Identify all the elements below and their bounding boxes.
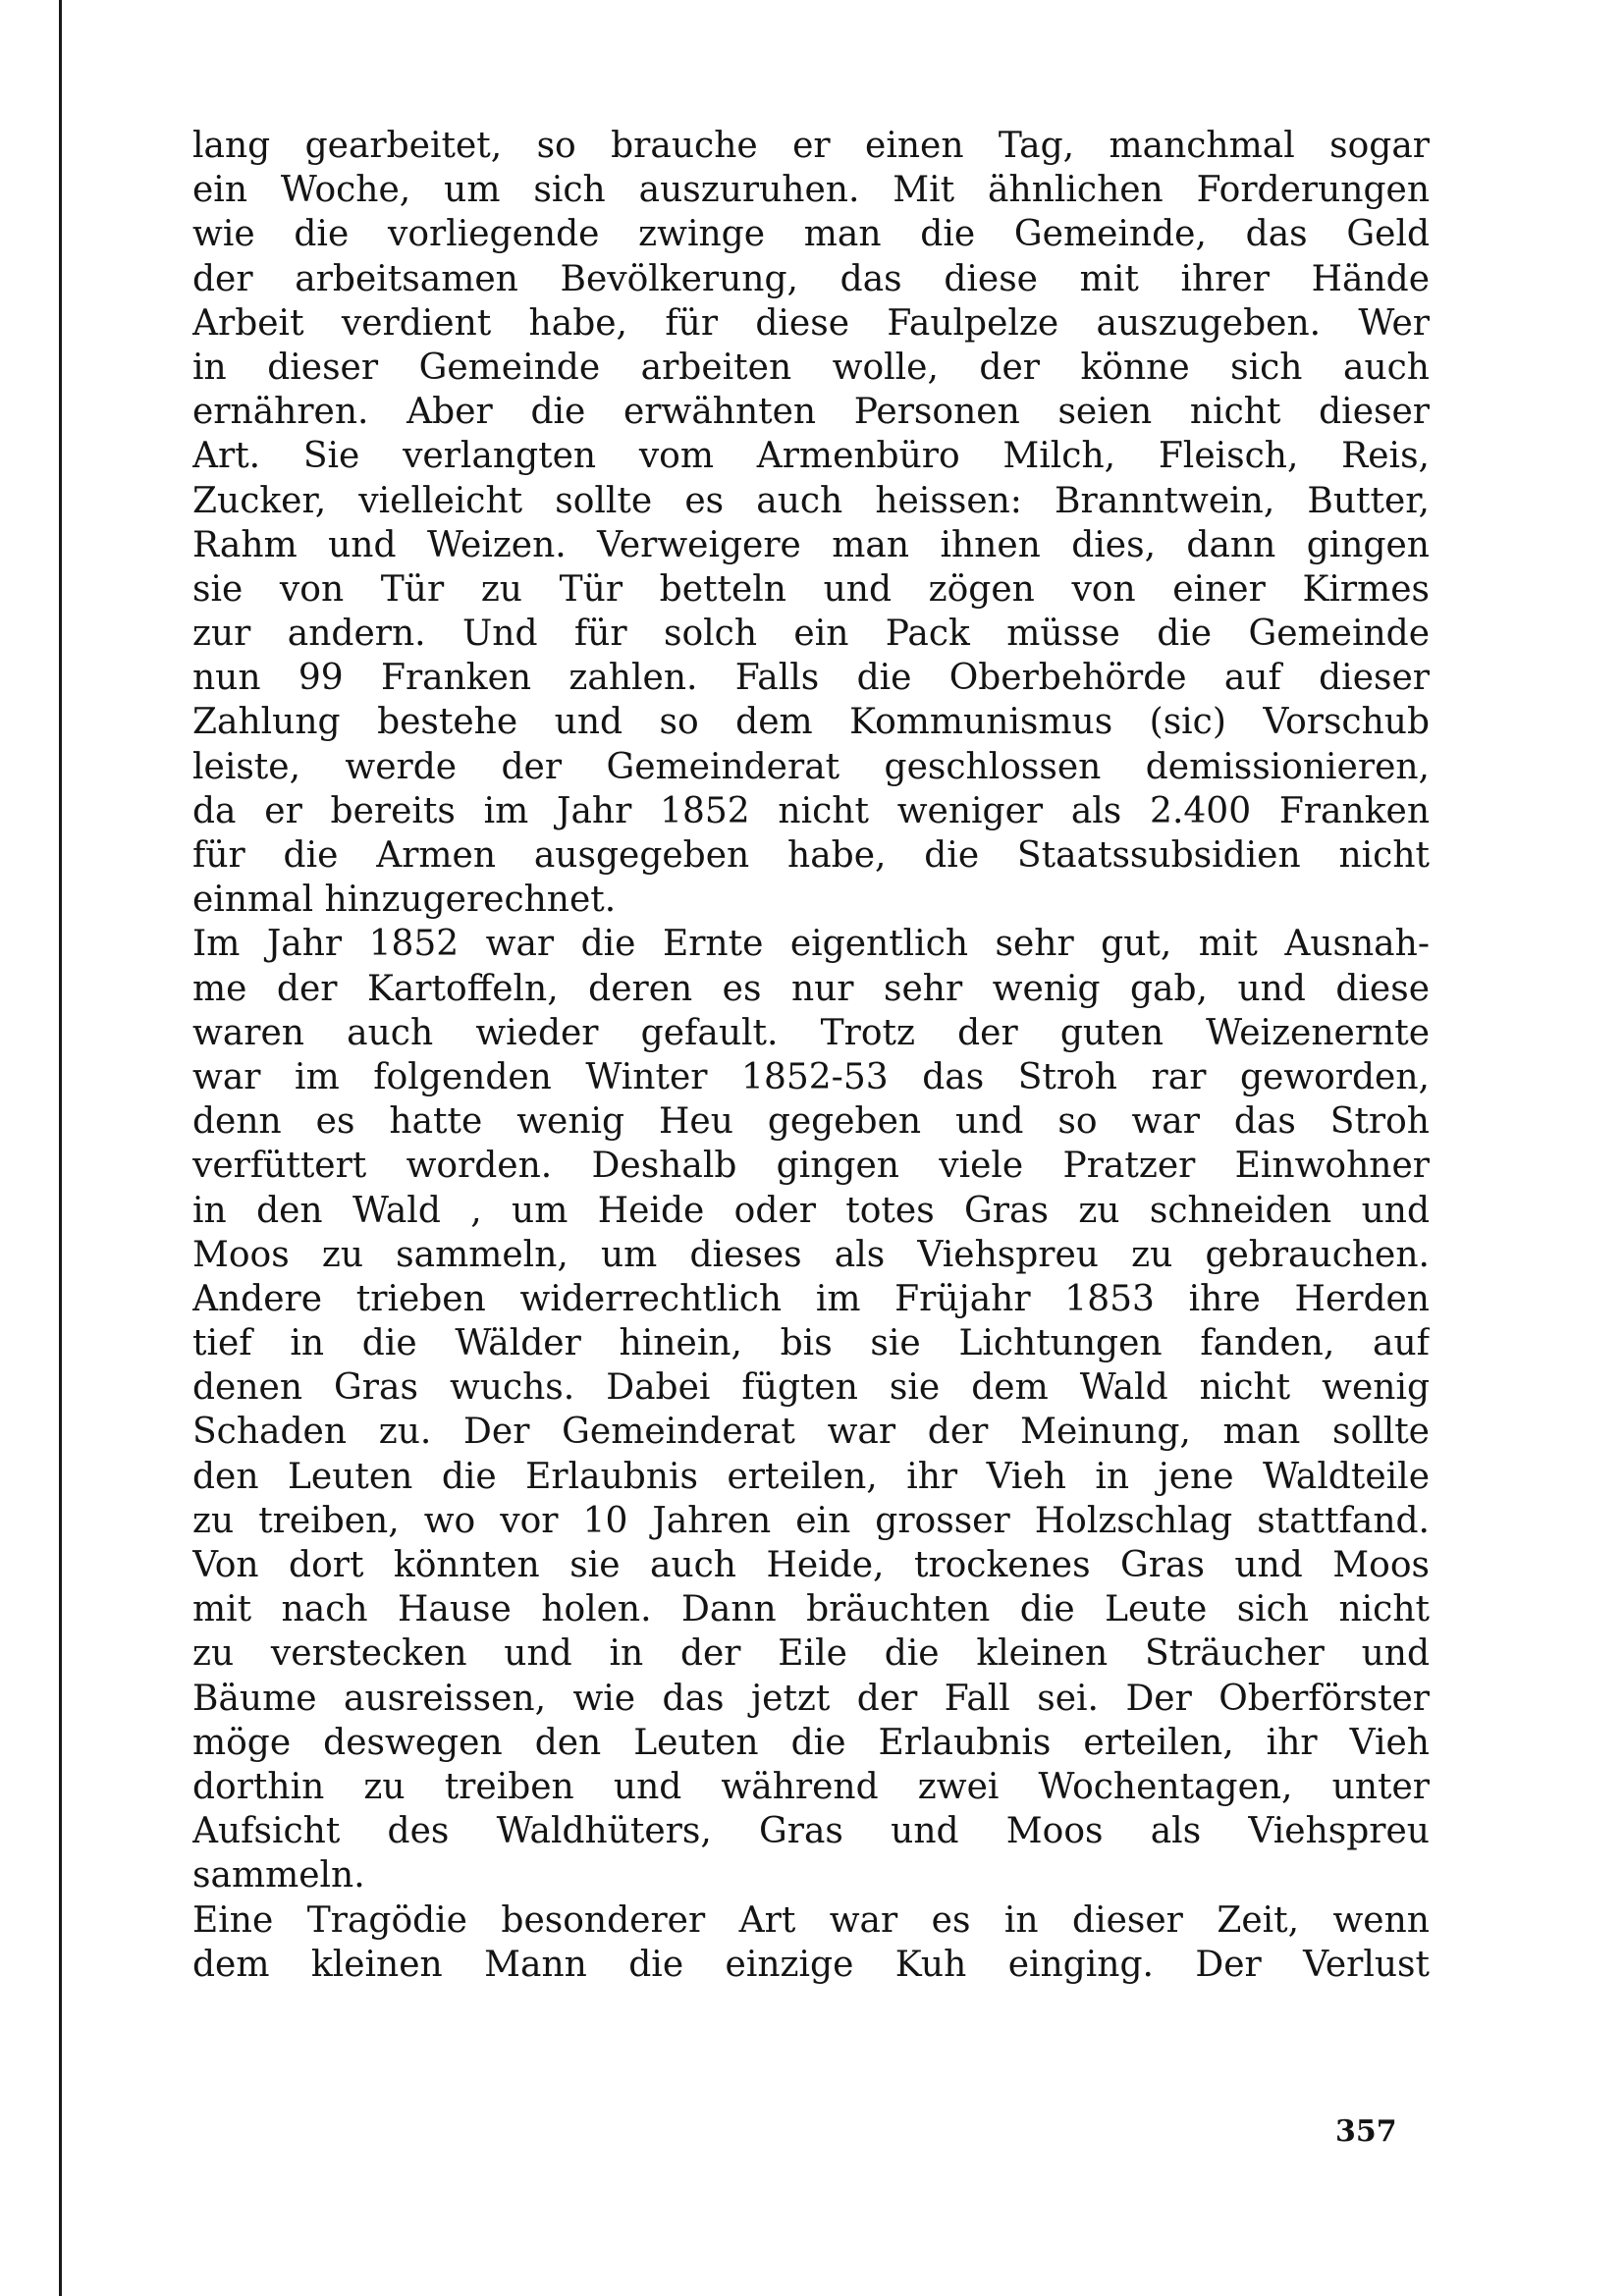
text-line: möge deswegen den Leuten die Erlaubnis erteilen, ihr Vieh [192,1722,1430,1763]
text-line: verfüttert worden. Deshalb gingen viele Pratzer Einwohner [192,1146,1430,1187]
body-text [192,124,1430,1987]
text-line: lang gearbeitet, so brauche er einen Tag, manchmal sogar [192,126,1430,166]
text-line: einmal hinzugerechnet. [192,880,617,921]
text-line: für die Armen ausgegeben habe, die Staatssubsidien nicht [192,835,1430,876]
page-edge-line [59,0,62,2296]
text-line: den Leuten die Erlaubnis erteilen, ihr Vieh in jene Waldteile [192,1456,1430,1497]
text-line: Andere trieben widerrechtlich im Früjahr 1853 ihre Herden [192,1278,1430,1319]
text-line: zur andern. Und für solch ein Pack müsse die Gemeinde [192,614,1430,655]
text-line: Schaden zu. Der Gemeinderat war der Meinung, man sollte [192,1412,1430,1453]
text-line: in den Wald , um Heide oder totes Gras zu schneiden und [192,1190,1430,1231]
paragraph [192,1898,1430,1987]
text-line: Bäume ausreissen, wie das jetzt der Fall sei. Der Oberförster [192,1678,1430,1719]
text-line: Arbeit verdient habe, für diese Faulpelze auszugeben. Wer [192,302,1430,344]
text-line: Von dort könnten sie auch Heide, trockenes Gras und Moos [192,1545,1430,1585]
text-line: Zucker, vielleicht sollte es auch heissen: Branntwein, Butter, [192,480,1430,521]
text-line: ein Woche, um sich auszuruhen. Mit ähnlichen Forderungen [192,170,1430,211]
text-line: Art. Sie verlangten vom Armenbüro Milch, Fleisch, Reis, [192,436,1430,477]
text-line: waren auch wieder gefault. Trotz der guten Weizenernte [192,1012,1430,1053]
text-line: da er bereits im Jahr 1852 nicht weniger als 2.400 Franken [192,790,1430,831]
text-line: leiste, werde der Gemeinderat geschlossen demissionieren, [192,746,1430,787]
text-line: ernähren. Aber die erwähnten Personen seien nicht dieser [192,392,1430,433]
text-line: tief in die Wälder hinein, bis sie Lichtungen fanden, auf [192,1323,1430,1364]
paragraph [192,922,1430,1897]
text-line: wie die vorliegende zwinge man die Gemeinde, das Geld [192,214,1430,255]
text-line: war im folgenden Winter 1852-53 das Stroh rar geworden, [192,1056,1430,1097]
paragraph [192,124,1430,922]
text-line: Eine Tragödie besonderer Art war es in dieser Zeit, wenn [192,1899,1430,1941]
text-line: me der Kartoffeln, deren es nur sehr wenig gab, und diese [192,968,1430,1009]
text-line: sie von Tür zu Tür betteln und zögen von einer Kirmes [192,568,1430,610]
text-line: Moos zu sammeln, um dieses als Viehspreu zu gebrauchen. [192,1234,1430,1275]
text-line: in dieser Gemeinde arbeiten wolle, der könne sich auch [192,347,1430,388]
text-line: denn es hatte wenig Heu gegeben und so war das Stroh [192,1101,1430,1143]
text-line: denen Gras wuchs. Dabei fügten sie dem Wald nicht wenig [192,1367,1430,1409]
text-line: dem kleinen Mann die einzige Kuh einging. Der Verlust [192,1944,1430,1985]
text-line: sammeln. [192,1855,365,1896]
text-line: zu treiben, wo vor 10 Jahren ein grosser Holzschlag stattfand. [192,1500,1430,1541]
text-line: nun 99 Franken zahlen. Falls die Oberbehörde auf dieser [192,658,1430,699]
text-line: Rahm und Weizen. Verweigere man ihnen dies, dann gingen [192,524,1430,565]
text-line: Im Jahr 1852 war die Ernte eigentlich sehr gut, mit Ausnah- [192,924,1430,965]
text-line: Aufsicht des Waldhüters, Gras und Moos als Viehspreu [192,1811,1430,1852]
text-line: der arbeitsamen Bevölkerung, das diese mit ihrer Hände [192,258,1430,299]
text-line: Zahlung bestehe und so dem Kommunismus (sic) Vorschub [192,702,1430,743]
text-line: mit nach Hause holen. Dann bräuchten die Leute sich nicht [192,1589,1430,1630]
text-line: zu verstecken und in der Eile die kleinen Sträucher und [192,1633,1430,1675]
text-line: dorthin zu treiben und während zwei Wochentagen, unter [192,1766,1430,1807]
page-number: 357 [1335,2114,1397,2149]
